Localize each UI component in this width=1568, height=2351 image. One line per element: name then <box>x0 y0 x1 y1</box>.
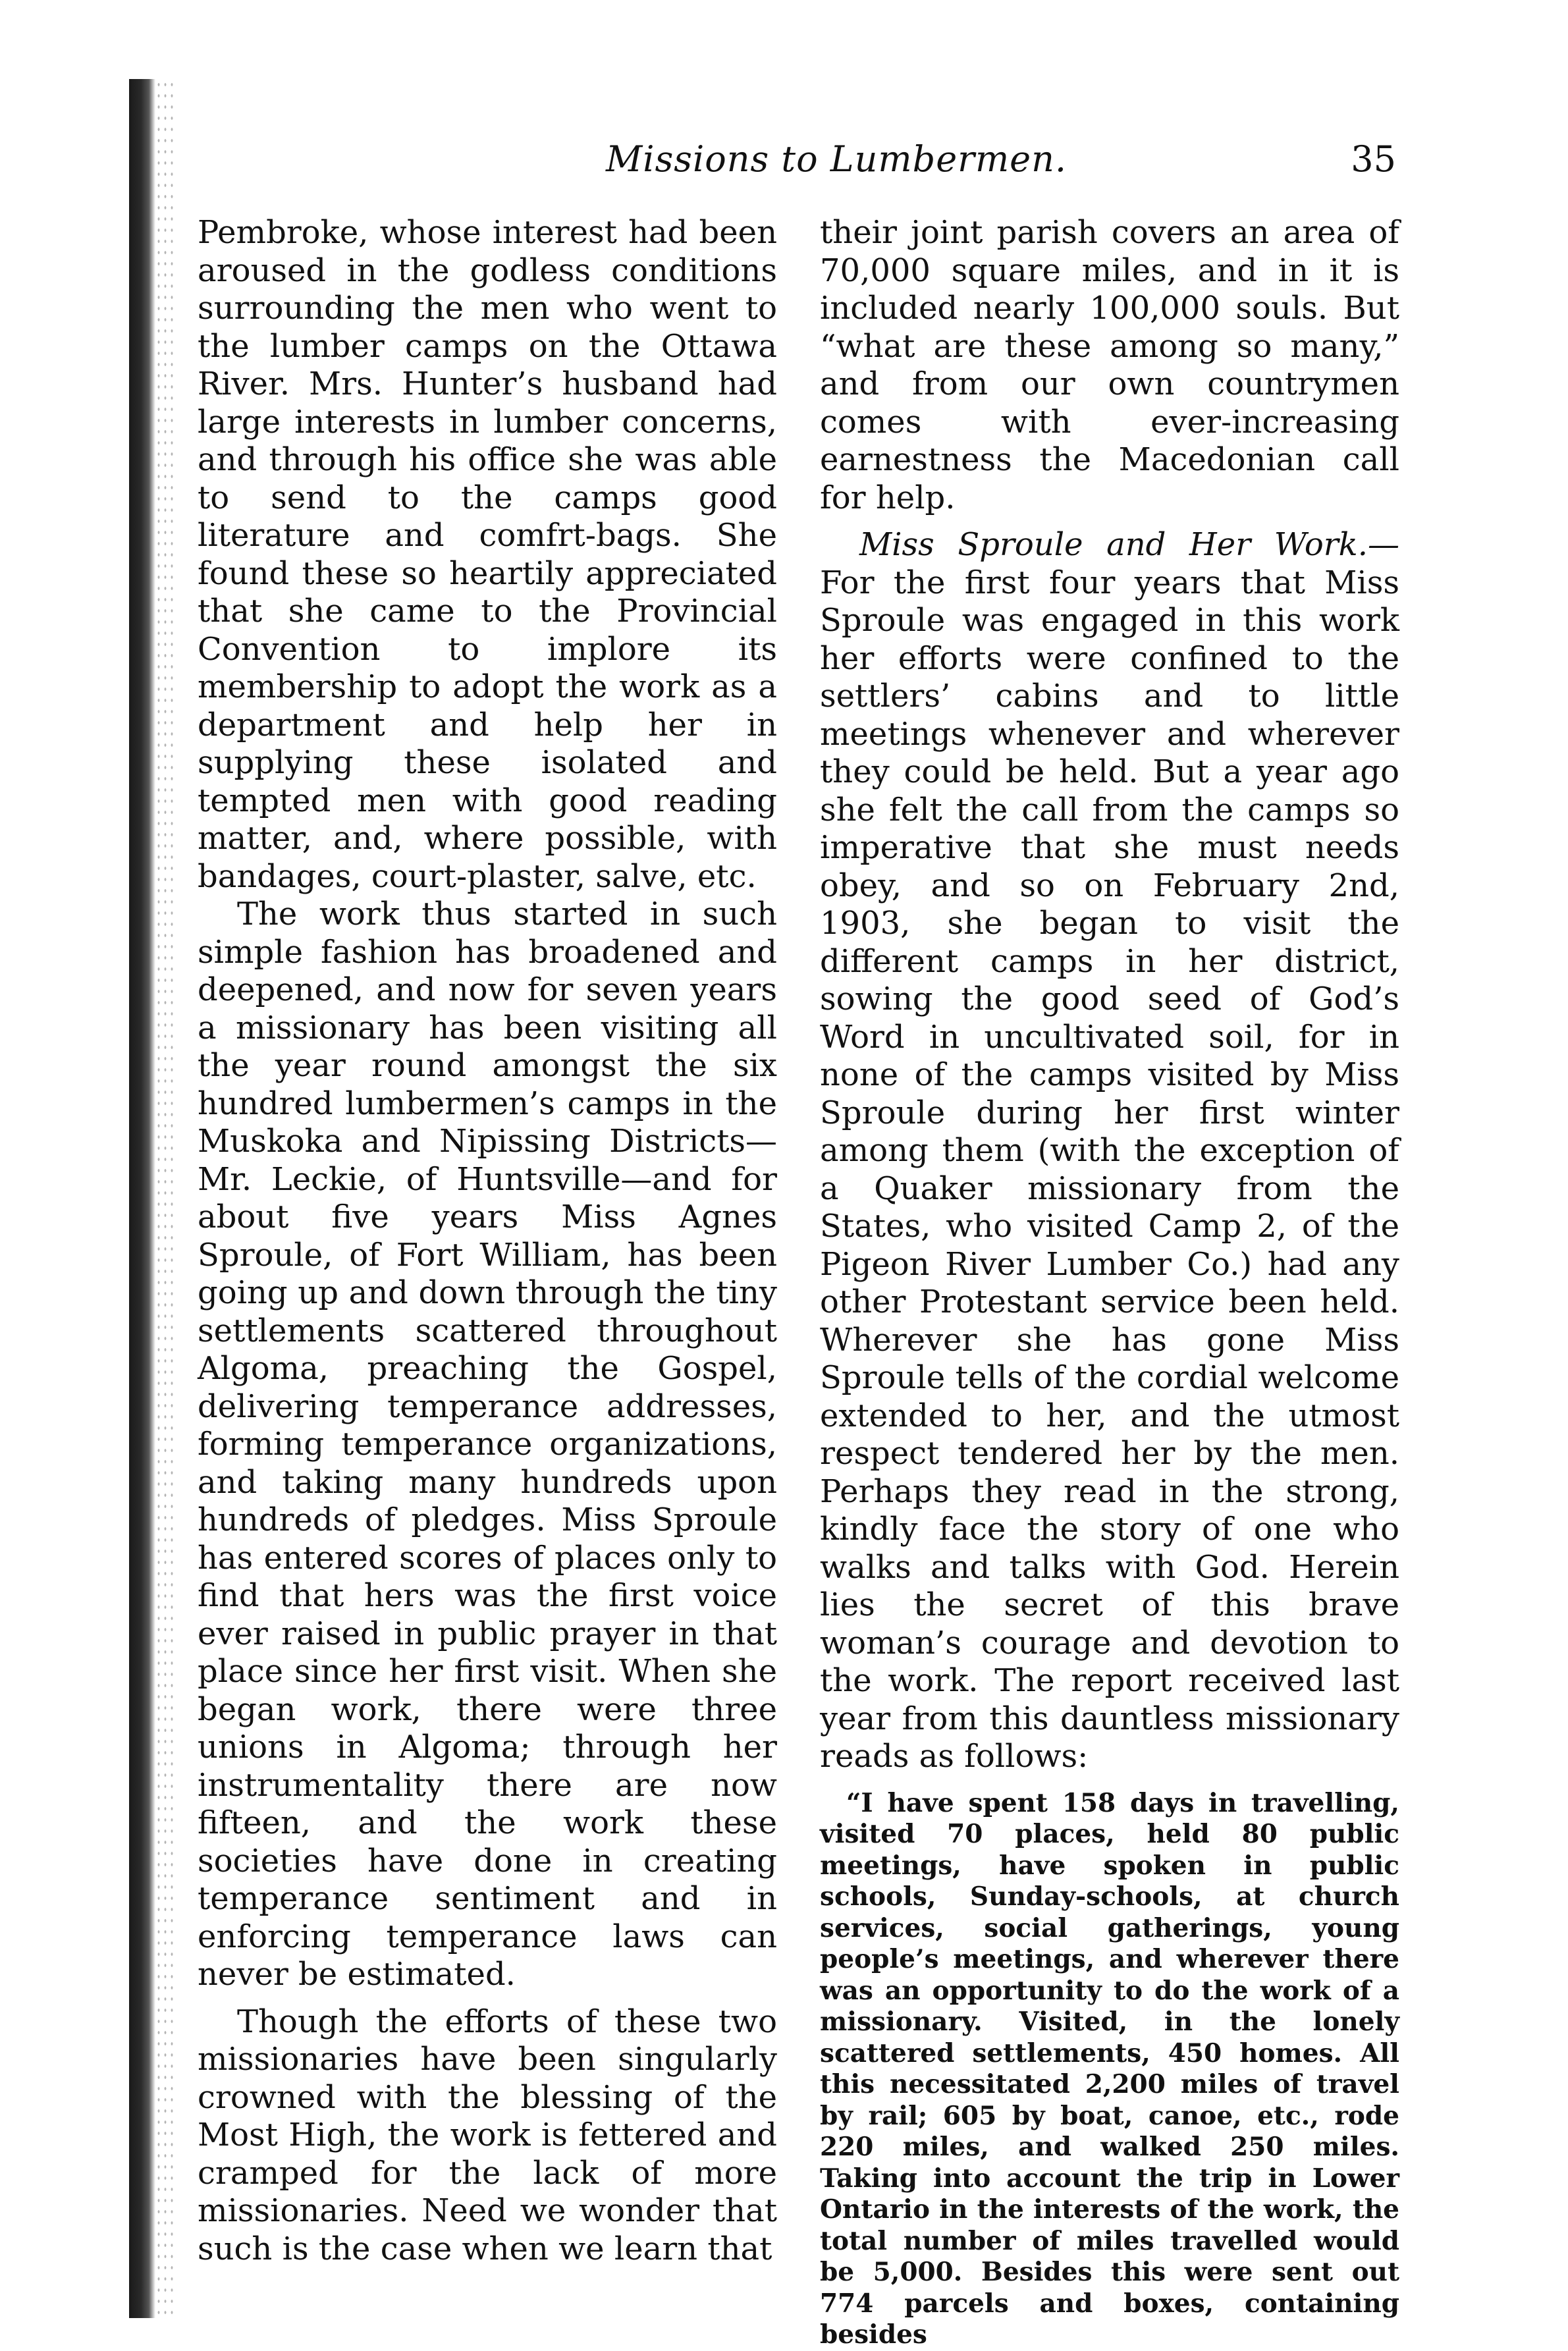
right-paragraph-2-body: For the first four years that Miss Sproule was engaged in this work her efforts were confined to the settlers’ cabins and to little meetings whenever and wherever they could be held. But a year ago she felt the call from the camps so imperative that she must needs obey, and so on February 2nd, 1903, she began to visit the different camps in her district, sowing the good seed of God’s Word in uncultivated soil, for in none of the camps visited by Miss Sproule during her first winter among them (with the exception of a Quaker missionary from the States, who visited Camp 2, of the Pigeon River Lumber Co.) had any other Protestant service been held. Wherever she has gone Miss Sproule tells of the cordial welcome extended to her, and the utmost respect tendered her by the men. Perhaps they read in the strong, kindly face the story of one who walks and talks with God. Herein lies the secret of this brave woman’s courage and devotion to the work. The report received last year from this dauntless missionary reads as follows: <box>820 564 1399 1775</box>
running-title: Missions to Lumbermen. <box>606 138 1068 180</box>
right-column <box>820 214 1399 2351</box>
right-paragraph-2 <box>820 526 1399 1776</box>
section-subheading: Miss Sproule and Her Work.— <box>859 526 1399 563</box>
left-paragraph-1: Pembroke, whose interest had been aroused in the godless conditions surrounding the men who went to the lumber camps on the Ottawa River. Mrs. Hunter’s husband had large interests in lumber concerns, and through his office she was able to send to the camps good literature and comfrt-bags. She found these so heartily appreciated that she came to the Provincial Convention to implore its membership to adopt the work as a department and help her in supplying these isolated and tempted men with good reading matter, and, where possible, with bandages, court-plaster, salve, etc. <box>198 214 777 895</box>
right-paragraph-1: their joint parish covers an area of 70,000 square miles, and in it is included nearly 100,000 souls. But “what are these among so many,” and from our own countrymen comes with ever-increasing earnestness the Macedonian call for help. <box>820 214 1399 516</box>
left-paragraph-2: The work thus started in such simple fashion has broadened and deepened, and now for seven years a missionary has been visiting all the year round amongst the six hundred lumbermen’s camps in the Muskoka and Nipissing Districts—Mr. Leckie, of Huntsville—and for about five years Miss Agnes Sproule, of Fort William, has been going up and down through the tiny settlements scattered throughout Algoma, preaching the Gospel, delivering temperance addresses, forming temperance organizations, and taking many hundreds upon hundreds of pledges. Miss Sproule has entered scores of places only to find that hers was the first voice ever raised in public prayer in that place since her first visit. When she began work, there were three unions in Algoma; through her instrumentality there are now fifteen, and the work these societies have done in creating temperance sentiment and in enforcing temperance laws can never be estimated. <box>198 896 777 1993</box>
page-number: 35 <box>1351 138 1396 180</box>
report-quote: “I have spent 158 days in travelling, visited 70 places, held 80 public meetings, have spoken in public schools, Sunday-schools, at church services, social gatherings, young people’s meetings, and wherever there was an opportunity to do the work of a missionary. Visited, in the lonely scattered settlements, 450 homes. All this necessitated 2,200 miles of travel by rail; 605 by boat, canoe, etc., rode 220 miles, and walked 250 miles. Taking into account the trip in Lower Ontario in the interests of the work, the total number of miles travelled would be 5,000. Besides this were sent out 774 parcels and boxes, containing besides <box>820 1787 1399 2350</box>
scan-binding-speckle <box>155 79 174 2318</box>
left-column <box>198 214 777 2268</box>
scan-binding-edge <box>129 79 155 2318</box>
left-paragraph-3: Though the efforts of these two missionaries have been singularly crowned with the blessing of the Most High, the work is fettered and cramped for the lack of more missionaries. Need we wonder that such is the case when we learn that <box>198 2003 777 2267</box>
page-header <box>198 138 1396 191</box>
